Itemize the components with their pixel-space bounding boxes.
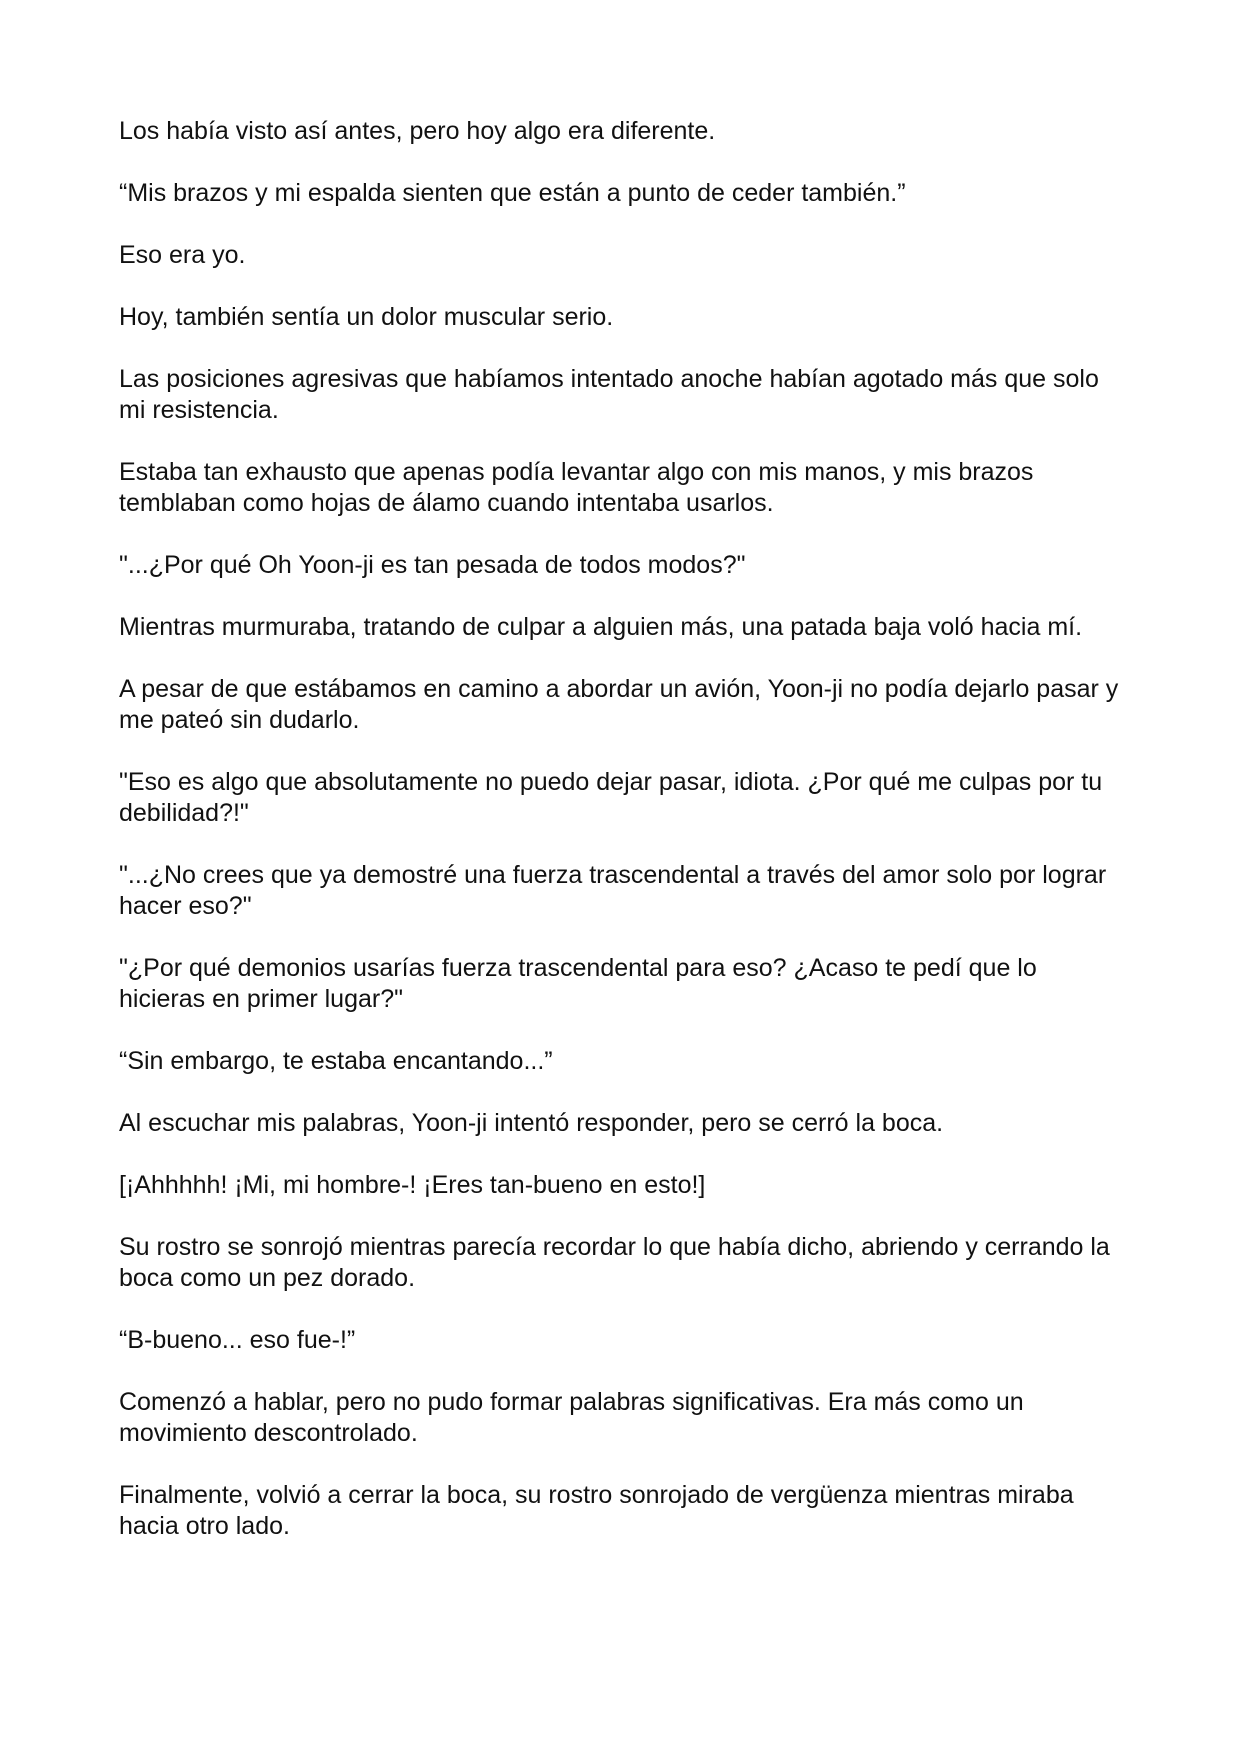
- paragraph: Mientras murmuraba, tratando de culpar a alguien más, una patada baja voló hacia mí.: [119, 613, 1083, 641]
- paragraph: Su rostro se sonrojó mientras parecía recordar lo que había dicho, abriendo y cerrando la boca como un pez dorado.: [119, 1233, 1110, 1292]
- paragraph: A pesar de que estábamos en camino a abordar un avión, Yoon-ji no podía dejarlo pasar y me pateó sin dudarlo.: [119, 675, 1119, 734]
- paragraph: “B-bueno... eso fue-!”: [119, 1326, 356, 1354]
- paragraph: Estaba tan exhausto que apenas podía levantar algo con mis manos, y mis brazos temblaban como hojas de álamo cuando intentaba usarlos.: [119, 458, 1034, 517]
- paragraph: Al escuchar mis palabras, Yoon-ji intentó responder, pero se cerró la boca.: [119, 1109, 944, 1137]
- paragraph: [¡Ahhhhh! ¡Mi, mi hombre-! ¡Eres tan-bueno en esto!]: [119, 1171, 706, 1199]
- paragraph: Hoy, también sentía un dolor muscular serio.: [119, 303, 614, 331]
- paragraph: "...¿Por qué Oh Yoon-ji es tan pesada de todos modos?": [119, 551, 746, 579]
- paragraph: “Mis brazos y mi espalda sienten que están a punto de ceder también.”: [119, 179, 906, 207]
- paragraph: "Eso es algo que absolutamente no puedo dejar pasar, idiota. ¿Por qué me culpas por tu debilidad?!": [119, 768, 1103, 827]
- paragraph: Los había visto así antes, pero hoy algo era diferente.: [119, 117, 716, 145]
- paragraph: Eso era yo.: [119, 241, 246, 269]
- paragraph: Finalmente, volvió a cerrar la boca, su rostro sonrojado de vergüenza mientras miraba hacia otro lado.: [119, 1481, 1074, 1540]
- paragraph: "...¿No crees que ya demostré una fuerza trascendental a través del amor solo por lograr hacer eso?": [119, 861, 1107, 920]
- document-body: [119, 116, 1129, 1573]
- paragraph: “Sin embargo, te estaba encantando...”: [119, 1047, 553, 1075]
- paragraph: "¿Por qué demonios usarías fuerza trascendental para eso? ¿Acaso te pedí que lo hicieras en primer lugar?": [119, 954, 1037, 1013]
- paragraph: Comenzó a hablar, pero no pudo formar palabras significativas. Era más como un movimiento descontrolado.: [119, 1388, 1024, 1447]
- paragraph: Las posiciones agresivas que habíamos intentado anoche habían agotado más que solo mi resistencia.: [119, 365, 1099, 424]
